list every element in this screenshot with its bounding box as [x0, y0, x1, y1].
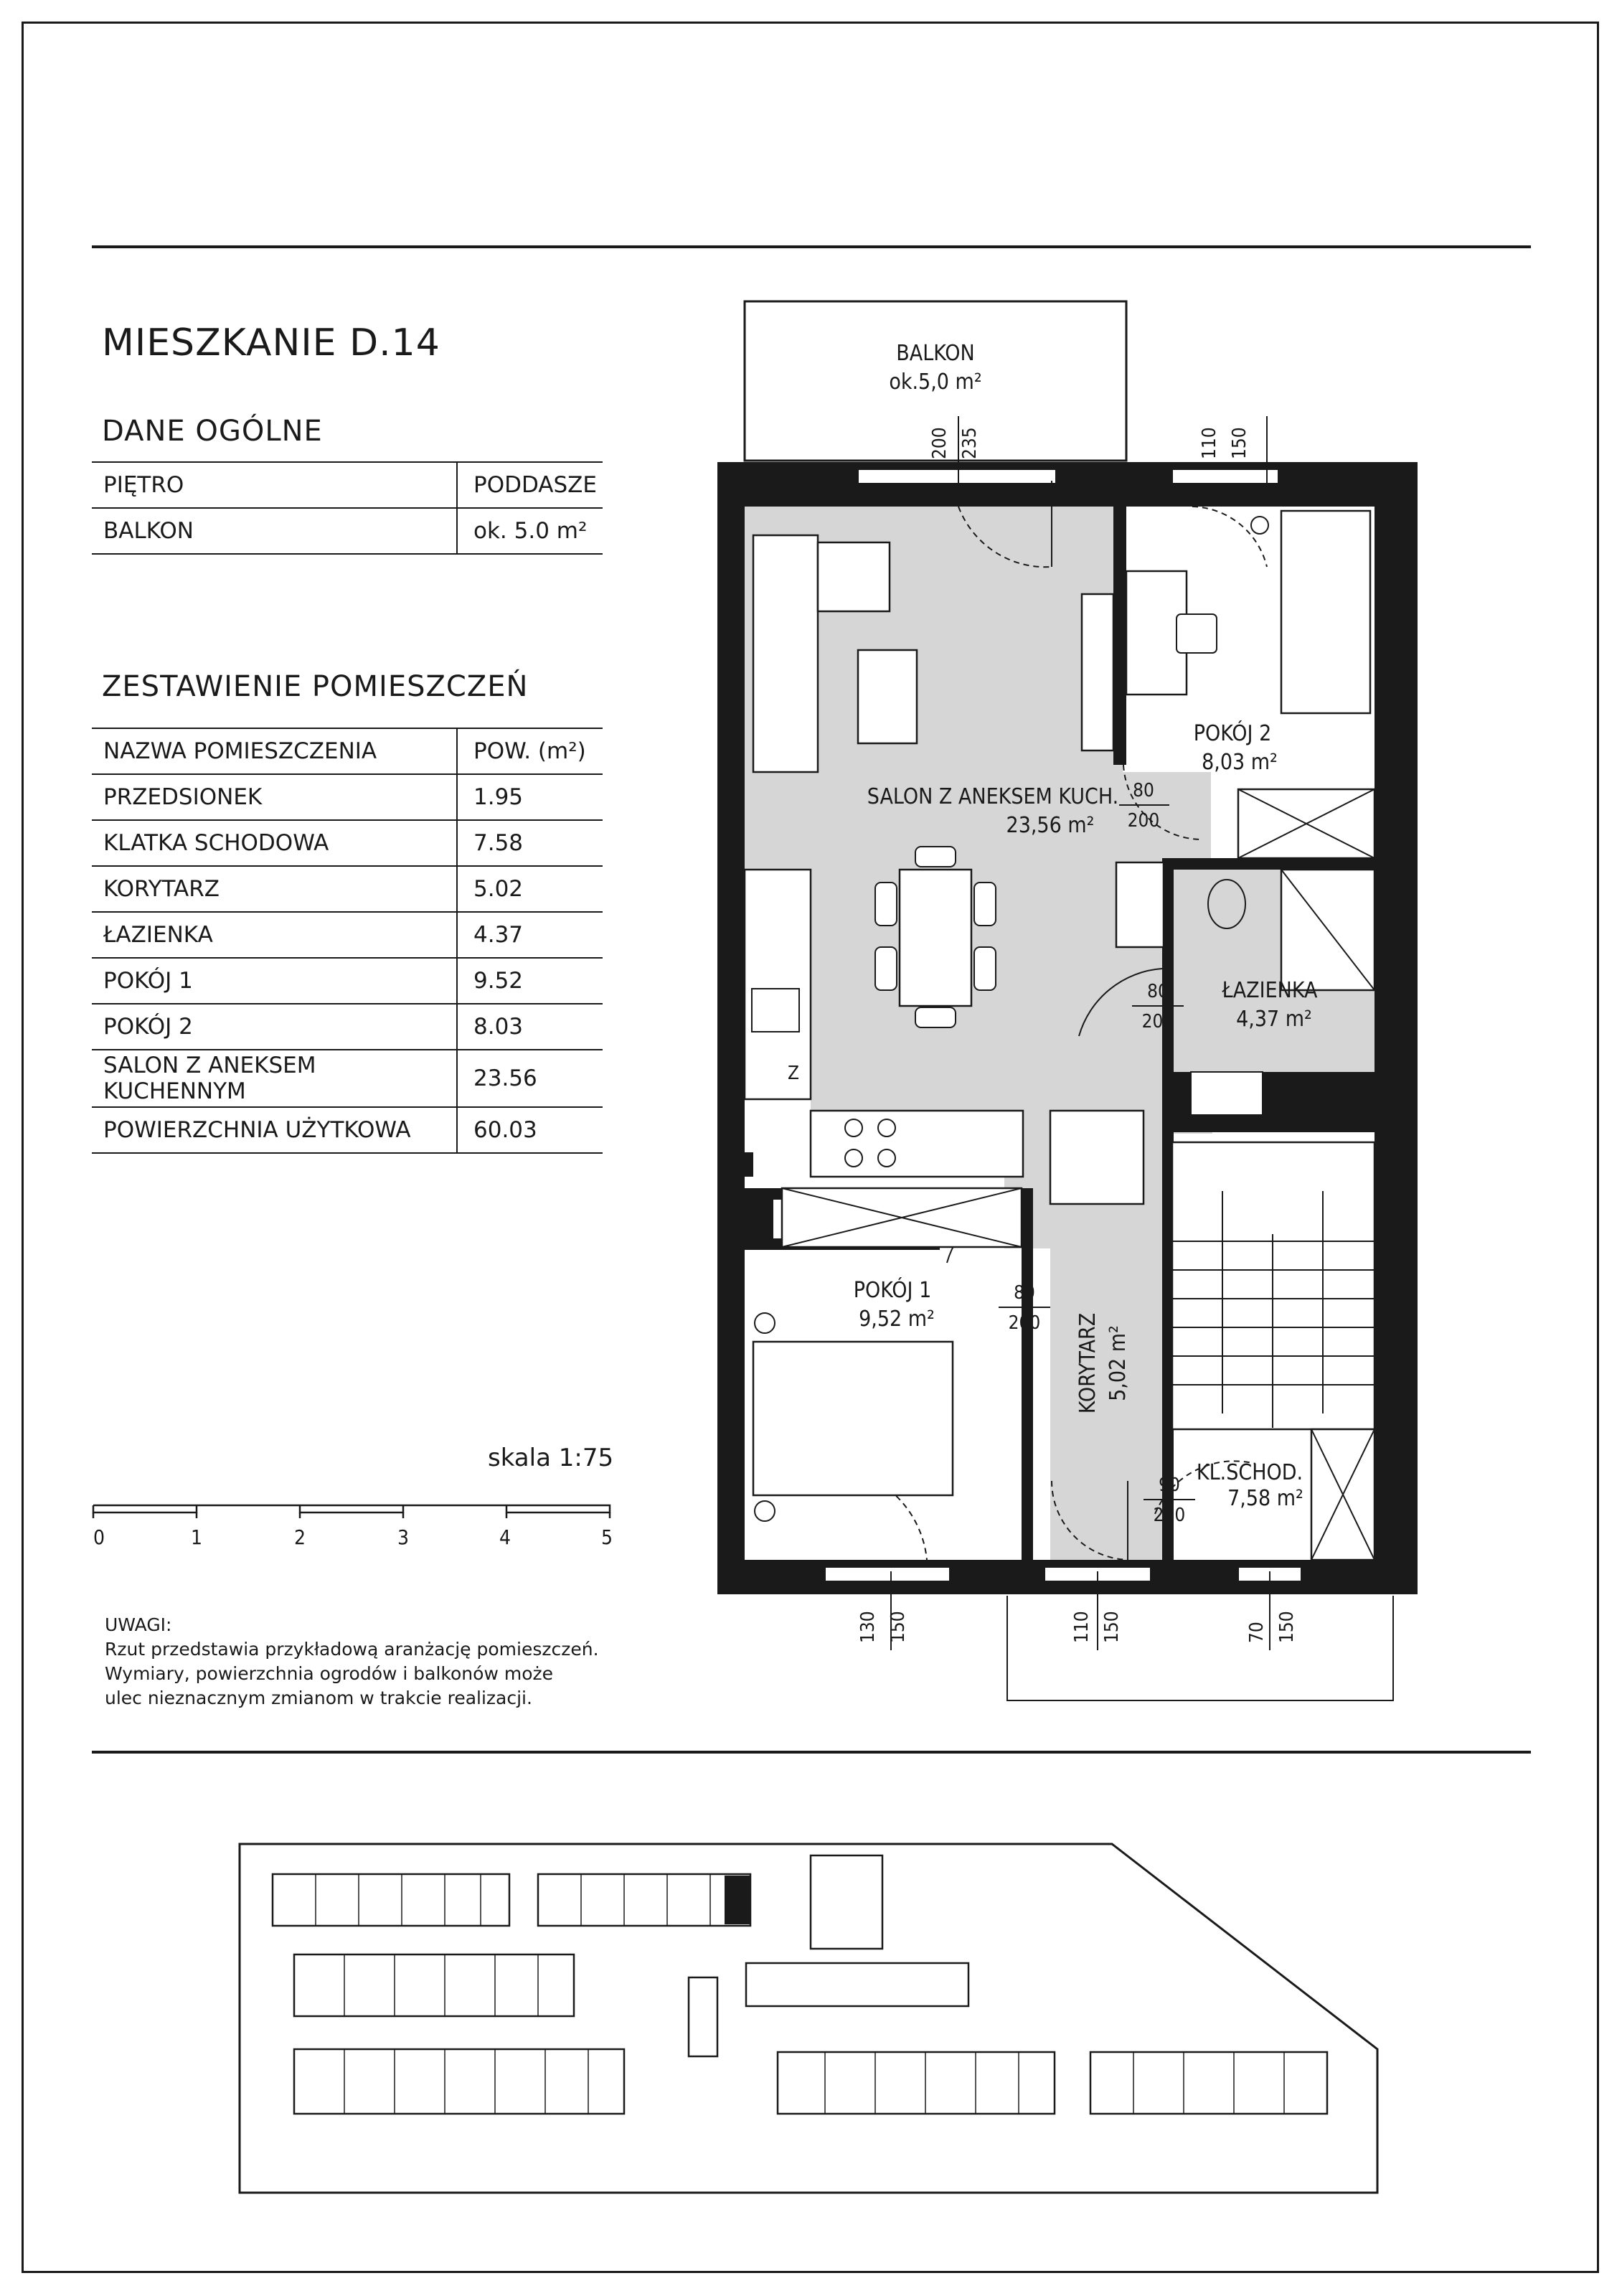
pokoj1-area: 9,52 m² — [859, 1307, 935, 1332]
washer-label: P — [1297, 1080, 1308, 1101]
sofa — [818, 542, 890, 611]
kitchen-counter — [745, 870, 811, 1099]
room-name: PRZEDSIONEK — [92, 774, 457, 820]
building-block — [273, 1874, 509, 1926]
parking — [746, 1963, 968, 2006]
scale-tick-label: 3 — [397, 1525, 410, 1548]
balcony-area: ok.5,0 m² — [889, 370, 982, 395]
rooms-heading: ZESTAWIENIE POMIESZCZEŃ — [102, 670, 529, 703]
room-area: 7.58 — [457, 820, 603, 866]
door-width: 80 — [1014, 1282, 1035, 1304]
bed-room2 — [1281, 511, 1370, 713]
building-block — [538, 1874, 750, 1926]
door-width: 80 — [1147, 981, 1169, 1002]
bottom-rule — [92, 1751, 1531, 1754]
door-height: 200 — [1141, 1011, 1174, 1032]
window-dim: 150 — [1229, 427, 1250, 459]
chair — [974, 947, 996, 990]
room-area: 5.02 — [457, 866, 603, 912]
highlighted-unit — [725, 1876, 750, 1924]
salon-area: 23,56 m² — [1006, 813, 1095, 838]
general-row — [92, 462, 603, 508]
chair — [915, 847, 956, 867]
building-block — [778, 2052, 1055, 2114]
general-label: BALKON — [92, 508, 457, 554]
corridor-unit — [1050, 1111, 1144, 1204]
room-row — [92, 866, 603, 912]
window-dim: 150 — [1276, 1611, 1298, 1643]
korytarz-area: 5,02 m² — [1105, 1325, 1131, 1401]
chair — [915, 1007, 956, 1027]
balcony-name: BALKON — [896, 341, 975, 366]
parking — [811, 1855, 882, 1949]
room-area: 8.03 — [457, 1004, 603, 1050]
general-value: PODDASZE — [457, 462, 603, 508]
room-name: ŁAZIENKA — [92, 912, 457, 958]
room-area: 60.03 — [457, 1107, 603, 1153]
scale-tick-label: 2 — [293, 1525, 306, 1548]
wardrobe-salon — [1082, 594, 1113, 751]
window-top — [1172, 469, 1278, 484]
room-area: 4.37 — [457, 912, 603, 958]
window-dim: 150 — [887, 1611, 909, 1643]
sink — [1191, 1072, 1263, 1115]
door-width: 90 — [1159, 1474, 1180, 1496]
window-dim: 130 — [857, 1611, 879, 1643]
general-label: PIĘTRO — [92, 462, 457, 508]
chair — [974, 883, 996, 926]
wall — [1162, 858, 1375, 870]
door-height: 200 — [1008, 1312, 1041, 1334]
room-row — [92, 820, 603, 866]
salon-name: SALON Z ANEKSEM KUCH. — [867, 784, 1119, 809]
bath-cabinet — [1116, 862, 1164, 947]
rooms-header-row — [92, 728, 603, 774]
apartment-title: MIESZKANIE D.14 — [102, 321, 440, 364]
general-heading: DANE OGÓLNE — [102, 415, 323, 448]
door-height: 200 — [1153, 1505, 1186, 1526]
wall — [1113, 507, 1126, 765]
chair — [1177, 614, 1217, 653]
window-dim: 200 — [929, 427, 951, 459]
window-dim: 70 — [1246, 1622, 1268, 1643]
scale-bar — [92, 1491, 623, 1548]
room-name: SALON Z ANEKSEM KUCHENNYM — [92, 1050, 457, 1107]
room-row — [92, 958, 603, 1004]
window-dim: 235 — [959, 427, 981, 459]
room-name: POKÓJ 2 — [92, 1004, 457, 1050]
pokoj2-area: 8,03 m² — [1202, 750, 1278, 775]
sofa — [753, 535, 818, 772]
window-dim: 110 — [1071, 1611, 1093, 1643]
room-name: KORYTARZ — [92, 866, 457, 912]
scale-tick-label: 5 — [600, 1525, 613, 1548]
room-area: 1.95 — [457, 774, 603, 820]
bed-room1 — [753, 1342, 953, 1495]
general-value: ok. 5.0 m² — [457, 508, 603, 554]
building-block — [1090, 2052, 1327, 2114]
wall — [745, 1152, 753, 1177]
wall — [1022, 1188, 1033, 1561]
dining-table — [900, 870, 971, 1006]
room-name: POKÓJ 1 — [92, 958, 457, 1004]
chair — [875, 947, 897, 990]
room-row — [92, 912, 603, 958]
scale-tick-label: 4 — [499, 1525, 511, 1548]
notes: UWAGI: Rzut przedstawia przykładową aranżację pomieszczeń. Wymiary, powierzchnia ogrodów i balkonów może ulec nieznacznym zmianom w trakcie realizacji. — [105, 1614, 599, 1708]
door-width: 80 — [1133, 780, 1154, 801]
room-row — [92, 1004, 603, 1050]
building-block — [294, 2049, 624, 2114]
scale-tick-label: 0 — [93, 1525, 105, 1548]
scale-label: skala 1:75 — [488, 1444, 614, 1472]
rooms-header-name: NAZWA POMIESZCZENIA — [92, 728, 457, 774]
window-dim: 110 — [1199, 427, 1220, 459]
parking — [689, 1977, 717, 2056]
room-name: KLATKA SCHODOWA — [92, 820, 457, 866]
general-table — [92, 461, 603, 555]
klatka-area: 7,58 m² — [1227, 1486, 1303, 1511]
window-top — [858, 469, 1056, 484]
coffee-table — [858, 650, 917, 743]
door-height: 200 — [1127, 810, 1160, 832]
site-key-plan — [230, 1834, 1392, 2207]
building-block — [294, 1954, 574, 2016]
garden-outline — [1007, 1596, 1393, 1700]
floor-plan — [702, 293, 1433, 1713]
kitchen-counter — [811, 1111, 1023, 1177]
room-row — [92, 774, 603, 820]
klatka-name: KL.SCHOD. — [1196, 1460, 1303, 1485]
room-row-total — [92, 1107, 603, 1153]
top-rule — [92, 245, 1531, 248]
room-area: 9.52 — [457, 958, 603, 1004]
scale-tick-label: 1 — [190, 1525, 203, 1548]
room-row — [92, 1050, 603, 1107]
general-row — [92, 508, 603, 554]
window-dim: 150 — [1101, 1611, 1123, 1643]
pokoj1-name: POKÓJ 1 — [853, 1278, 932, 1303]
lazienka-name: ŁAZIENKA — [1222, 978, 1318, 1003]
korytarz-name: KORYTARZ — [1075, 1312, 1100, 1414]
rooms-table — [92, 728, 603, 1154]
chair — [875, 883, 897, 926]
room-name: POWIERZCHNIA UŻYTKOWA — [92, 1107, 457, 1153]
lazienka-area: 4,37 m² — [1236, 1007, 1312, 1032]
rooms-header-area: POW. (m²) — [457, 728, 603, 774]
window-bottom — [825, 1567, 950, 1581]
fridge-label: Z — [788, 1063, 800, 1084]
pokoj2-name: POKÓJ 2 — [1193, 721, 1272, 746]
room-area: 23.56 — [457, 1050, 603, 1107]
wall — [745, 1188, 773, 1238]
